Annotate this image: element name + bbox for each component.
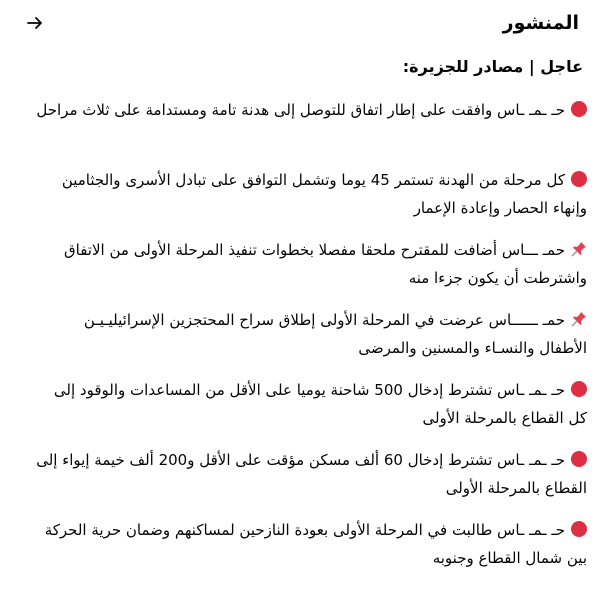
post-items (36, 96, 587, 586)
red-circle-icon (571, 171, 587, 187)
item-text: حمـ ــــــاس عرضت في المرحلة الأولى إطلاق سراح المحتجزين الإسرائيليـيـن الأطفال والنسـاء والمسنين والمرضى (83, 311, 587, 357)
list-item (36, 96, 587, 152)
page-title: المنشور (502, 12, 579, 34)
item-text: حـ ـمـ ـاس تشترط إدخال 60 ألف مسكن مؤقت على الأقل و200 ألف خيمة إيواء إلى القطاع بالمرحلة الأولى (36, 451, 587, 497)
list-item (36, 306, 587, 362)
list-item (36, 166, 587, 222)
arrow-right-icon (27, 16, 43, 30)
item-text: حـ ـمـ ـاس تشترط إدخال 500 شاحنة يوميا على الأقل من المساعدات والوقود إلى كل القطاع بالمرحلة الأولى (53, 381, 587, 427)
item-text: حـ ـمـ ـاس طالبت في المرحلة الأولى بعودة النازحين لمساكنهم وضمان حرية الحركة بين شمال القطاع وجنوبه (44, 521, 587, 567)
red-circle-icon (571, 381, 587, 397)
list-item (36, 446, 587, 502)
item-text: حمـ ـــاس أضافت للمقترح ملحقا مفصلا بخطوات تنفيذ المرحلة الأولى من الاتفاق واشترطت أن يكون جزءا منه (64, 241, 587, 287)
back-button[interactable] (20, 8, 50, 38)
item-text: كل مرحلة من الهدنة تستمر 45 يوما وتشمل التوافق على تبادل الأسرى والجثامين وإنهاء الحصار وإعادة الإعمار (61, 171, 587, 217)
list-item (36, 516, 587, 572)
pushpin-icon (571, 241, 587, 257)
source-line: عاجل | مصادر للجزيرة: (402, 57, 583, 76)
list-item (36, 376, 587, 432)
item-text: حـ ـمـ ـاس وافقت على إطار اتفاق للتوصل إلى هدنة تامة ومستدامة على ثلاث مراحل (36, 101, 565, 119)
post-header (20, 6, 579, 40)
red-circle-icon (571, 101, 587, 117)
list-item (36, 236, 587, 292)
red-circle-icon (571, 451, 587, 467)
red-circle-icon (571, 521, 587, 537)
pushpin-icon (571, 311, 587, 327)
